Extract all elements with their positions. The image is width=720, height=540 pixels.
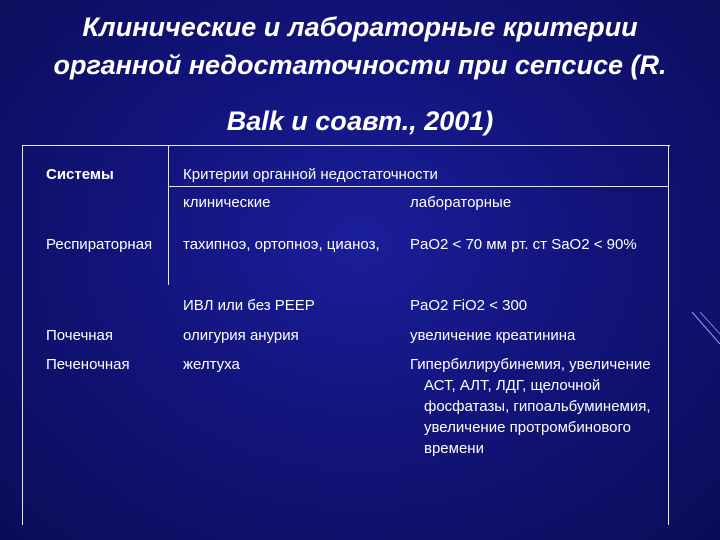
row-respiratory-clinical: тахипноэ, ортопноэ, цианоз, [183, 236, 380, 253]
row-hepatic-clinical: желтуха [183, 356, 240, 373]
header-systems: Системы [46, 166, 114, 183]
row-hepatic-system: Печеночная [46, 356, 130, 373]
decorative-lines [690, 310, 720, 350]
table-subheader-rule [168, 186, 668, 187]
row-ventilation-lab: PaO2 FiO2 < 300 [410, 297, 528, 314]
subheader-clinical: клинические [183, 194, 271, 211]
table-top-rule [22, 145, 670, 146]
row-renal-system: Почечная [46, 327, 114, 344]
row-hepatic-lab: Гипербилирубинемия, увеличение АСТ, АЛТ, ЛДГ, щелочной фосфатазы, гипоальбуминемия, увеличение протромбинового времени [410, 356, 651, 457]
row-renal-clinical: олигурия анурия [183, 327, 299, 344]
slide-title [0, 8, 720, 140]
subheader-lab: лабораторные [410, 194, 512, 211]
table-left-rule [22, 145, 23, 525]
title-line-3: Balk и соавт., 2001) [226, 106, 494, 136]
header-criteria: Критерии органной недостаточности [183, 166, 438, 183]
row-respiratory-lab: PaO2 < 70 мм рт. ст SaO2 < 90% [410, 236, 637, 253]
title-line-2: органной недостаточности при сепсисе (R. [53, 50, 667, 80]
row-respiratory-system: Респираторная [46, 236, 153, 253]
title-line-1: Клинические и лабораторные критерии [82, 12, 638, 42]
row-ventilation-clinical: ИВЛ или без PEEP [183, 297, 315, 314]
row-renal-lab: увеличение креатинина [410, 327, 576, 344]
